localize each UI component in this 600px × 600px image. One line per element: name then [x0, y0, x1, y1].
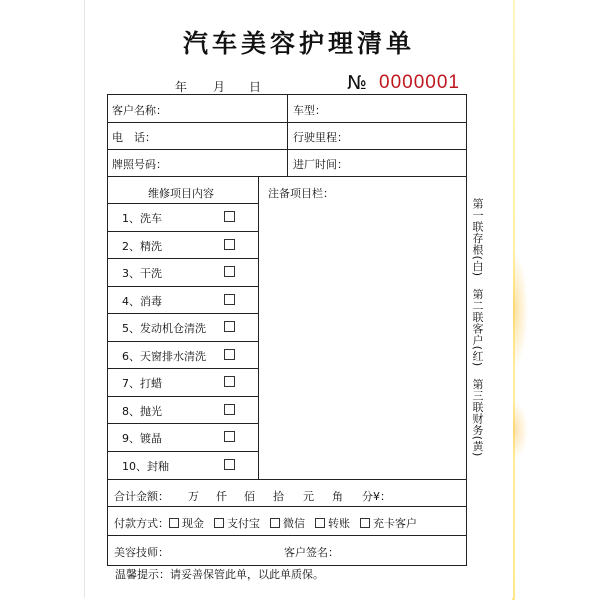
checkbox[interactable] — [224, 376, 235, 387]
phone-field[interactable]: 电 话： — [112, 131, 156, 144]
service-item-label: 8、抛光 — [122, 404, 162, 418]
column-divider — [287, 95, 288, 176]
total-qian: 仟 — [216, 490, 227, 503]
service-item[interactable] — [108, 258, 258, 284]
copy-legend: 第一联存根(白) 第二联客户(红) 第三联财务(黄) — [471, 198, 484, 457]
technician-field[interactable]: 美容技师： — [114, 546, 169, 559]
items-notes-divider — [258, 176, 259, 479]
service-item[interactable] — [108, 396, 258, 422]
service-item[interactable] — [108, 286, 258, 312]
payment-option-transfer[interactable]: 转账 — [315, 515, 350, 531]
date-month: 月 — [213, 80, 226, 94]
plate-field[interactable]: 牌照号码： — [112, 158, 167, 171]
checkbox[interactable] — [360, 518, 370, 528]
items-header: 维修项目内容 — [148, 187, 214, 200]
checkbox[interactable] — [224, 404, 235, 415]
form-grid — [107, 94, 467, 566]
serial-number: 0000001 — [379, 72, 460, 93]
checkbox[interactable] — [224, 211, 235, 222]
total-wan: 万 — [188, 490, 199, 503]
checkbox[interactable] — [214, 518, 224, 528]
payment-option-card-member[interactable]: 充卡客户 — [360, 515, 417, 531]
entry-time-field[interactable]: 进厂时间： — [293, 158, 348, 171]
total-fen-currency: 分¥： — [362, 490, 391, 503]
service-item-label: 4、消毒 — [122, 294, 162, 308]
service-item-label: 5、发动机仓清洗 — [122, 322, 206, 335]
warranty-tip: 温馨提示：请妥善保管此单，以此单质保。 — [115, 568, 324, 581]
service-item[interactable] — [108, 341, 258, 367]
service-item[interactable] — [108, 231, 258, 257]
mileage-field[interactable]: 行驶里程： — [293, 131, 348, 144]
payment-option-wechat[interactable]: 微信 — [270, 515, 305, 531]
checkbox[interactable] — [224, 431, 235, 442]
row-divider — [108, 176, 466, 177]
receipt-form — [84, 0, 513, 598]
car-model-field[interactable]: 车型： — [293, 104, 326, 117]
row-divider — [108, 535, 466, 536]
service-item-label: 10、封釉 — [122, 459, 169, 473]
row-divider — [108, 506, 466, 507]
payment-label: 付款方式： — [114, 517, 169, 530]
customer-name-field[interactable]: 客户名称： — [112, 104, 167, 117]
service-item-label: 1、洗车 — [122, 212, 162, 225]
checkbox[interactable] — [315, 518, 325, 528]
numero-sign: № — [347, 72, 367, 94]
service-item[interactable] — [108, 203, 258, 229]
checkbox[interactable] — [270, 518, 280, 528]
total-yuan: 元 — [303, 490, 314, 503]
payment-option-alipay[interactable]: 支付宝 — [214, 515, 260, 531]
checkbox[interactable] — [224, 294, 235, 305]
service-item[interactable] — [108, 451, 258, 477]
checkbox[interactable] — [224, 321, 235, 332]
date-day: 日 — [249, 80, 262, 94]
customer-signature-field[interactable]: 客户签名： — [284, 546, 339, 559]
checkbox[interactable] — [224, 349, 235, 360]
payment-row — [114, 515, 427, 531]
payment-option-cash[interactable]: 现金 — [169, 515, 204, 531]
service-item-label: 3、干洗 — [122, 267, 162, 280]
service-item-label: 7、打蜡 — [122, 377, 162, 390]
total-bai: 佰 — [244, 490, 255, 503]
checkbox[interactable] — [224, 459, 235, 470]
total-label: 合计金额： — [114, 490, 169, 503]
row-divider — [108, 479, 466, 480]
service-item-label: 9、镀晶 — [122, 432, 162, 445]
service-item[interactable] — [108, 423, 258, 449]
total-shi: 拾 — [273, 490, 284, 503]
form-title: 汽车美容护理清单 — [182, 29, 415, 58]
checkbox[interactable] — [169, 518, 179, 528]
date-year: 年 — [175, 80, 188, 94]
service-item-label: 2、精洗 — [122, 239, 162, 253]
checkbox[interactable] — [224, 239, 235, 250]
service-item[interactable] — [108, 368, 258, 394]
notes-header: 注备项目栏： — [268, 187, 334, 200]
service-item[interactable] — [108, 313, 258, 339]
service-item-label: 6、天窗排水清洗 — [122, 349, 206, 363]
total-jiao: 角 — [332, 490, 343, 503]
checkbox[interactable] — [224, 266, 235, 277]
